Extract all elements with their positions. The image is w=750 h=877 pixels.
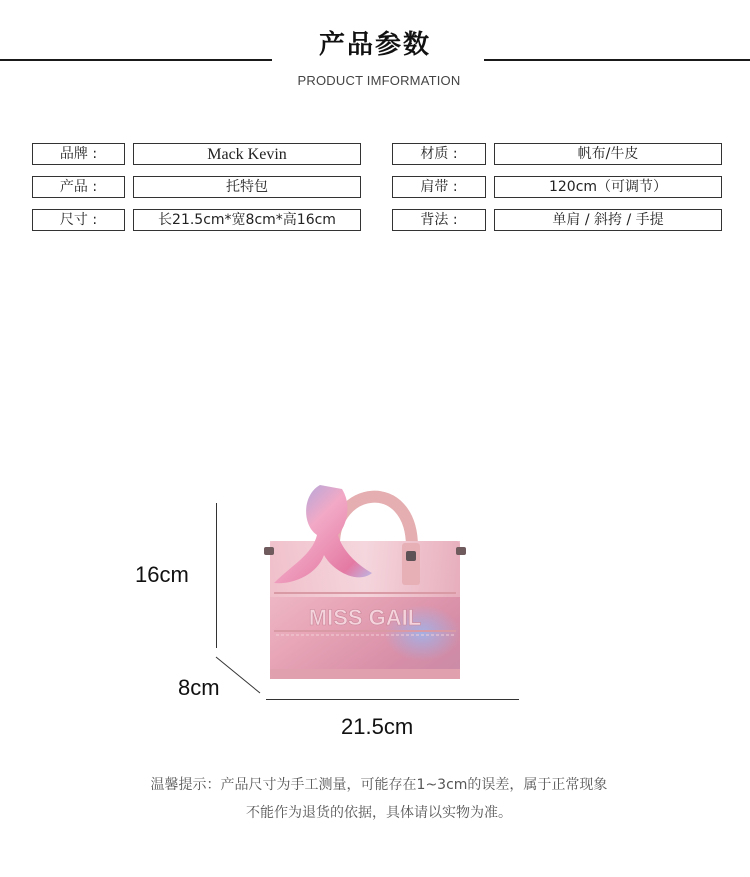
spec-value-strap: 120cm（可调节） bbox=[494, 176, 722, 198]
page-subtitle: PRODUCT IMFORMATION bbox=[297, 73, 461, 88]
height-dimension-label: 16cm bbox=[135, 562, 189, 587]
spec-label-type: 产品 : bbox=[32, 176, 125, 198]
bag-logo-text: MISS GAIL bbox=[308, 605, 422, 630]
spec-value-material: 帆布/牛皮 bbox=[494, 143, 722, 165]
depth-dimension-label: 8cm bbox=[178, 675, 220, 700]
width-dimension-label: 21.5cm bbox=[341, 714, 414, 739]
spec-label-strap: 肩带 : bbox=[392, 176, 486, 198]
width-dimension-line bbox=[266, 699, 519, 700]
spec-value-brand: Mack Kevin bbox=[133, 143, 361, 165]
spec-value-size: 长21.5cm*宽8cm*高16cm bbox=[133, 209, 361, 231]
spec-value-carry: 单肩 / 斜挎 / 手提 bbox=[494, 209, 722, 231]
spec-label-size: 尺寸 : bbox=[32, 209, 125, 231]
disclaimer-line-1: 温馨提示：产品尺寸为手工测量，可能存在1~3cm的误差，属于正常现象 bbox=[150, 777, 608, 793]
tote-bag-illustration bbox=[262, 455, 478, 701]
product-image bbox=[262, 455, 478, 701]
depth-dimension-line bbox=[214, 655, 264, 695]
spec-label-brand: 品牌 : bbox=[32, 143, 125, 165]
spec-label-material: 材质 : bbox=[392, 143, 486, 165]
page-title: 产品参数 bbox=[318, 30, 431, 60]
height-dimension-line bbox=[216, 503, 217, 648]
spec-value-type: 托特包 bbox=[133, 176, 361, 198]
disclaimer-line-2: 不能作为退货的依据，具体请以实物为准。 bbox=[246, 805, 512, 821]
spec-label-carry: 背法 : bbox=[392, 209, 486, 231]
